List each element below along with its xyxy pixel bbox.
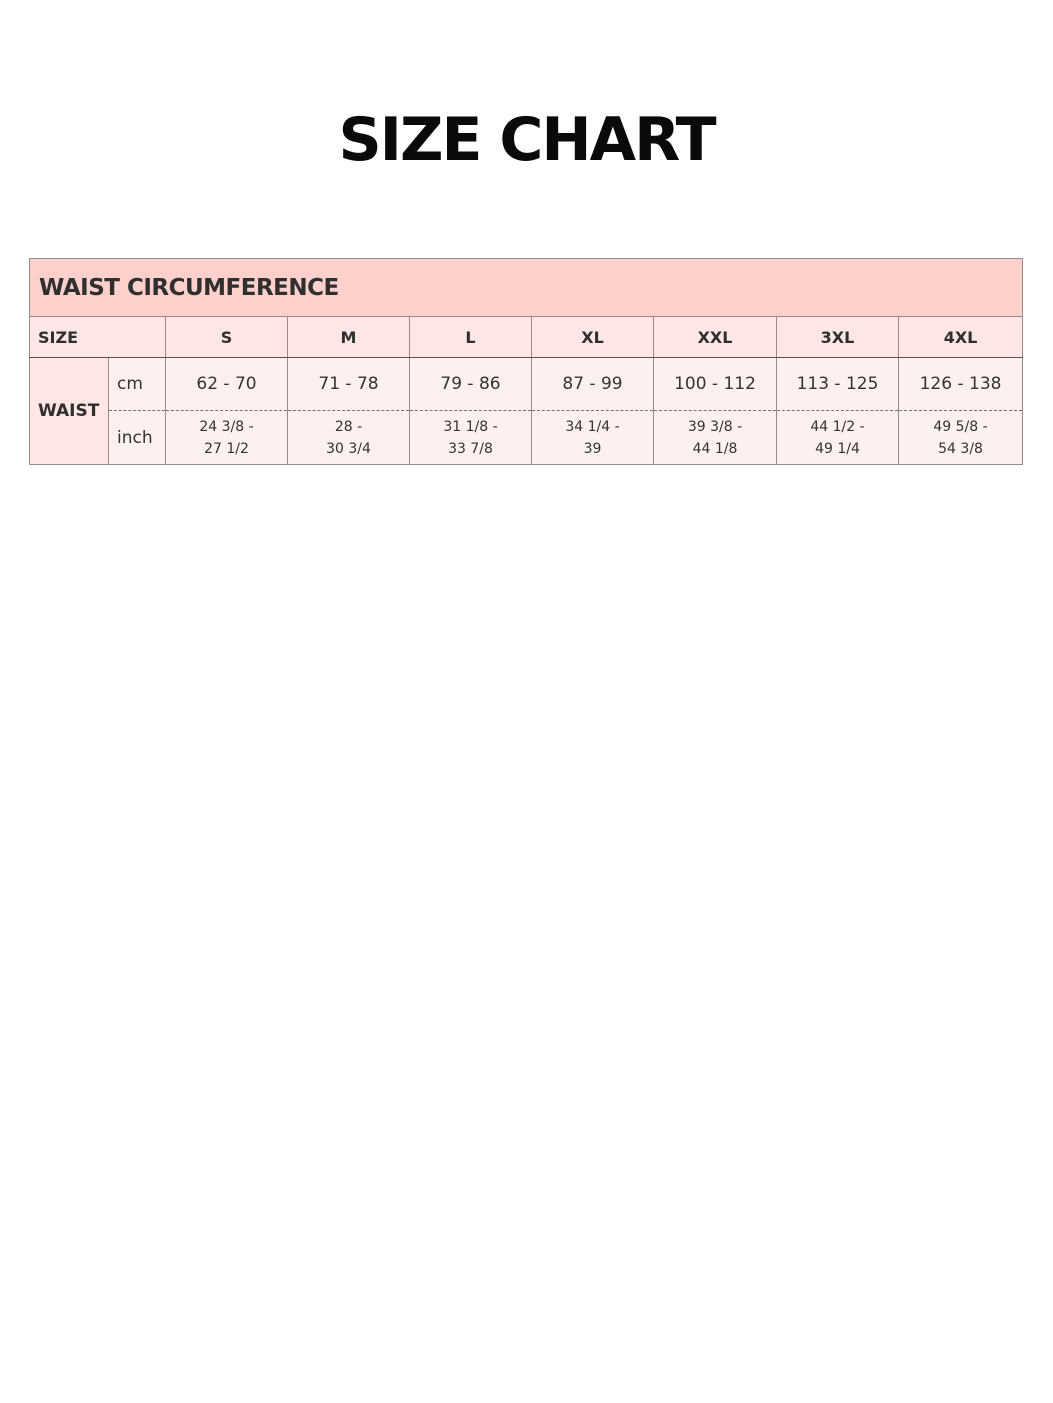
size-chart <box>29 258 1022 465</box>
cm-value: 100 - 112 <box>654 358 777 411</box>
inch-value <box>532 411 654 465</box>
size-header: XL <box>532 317 654 358</box>
size-table <box>29 258 1023 465</box>
unit-cm: cm <box>109 358 166 411</box>
inch-row <box>30 411 1023 465</box>
inch-value-to: 44 1/8 <box>692 440 738 457</box>
cm-value: 62 - 70 <box>166 358 288 411</box>
inch-value-to: 30 3/4 <box>326 440 371 457</box>
size-header: XXL <box>654 317 777 358</box>
inch-value-to: 27 1/2 <box>204 440 249 457</box>
cm-value: 71 - 78 <box>288 358 410 411</box>
inch-value <box>899 411 1023 465</box>
size-header: M <box>288 317 410 358</box>
cm-value: 87 - 99 <box>532 358 654 411</box>
cm-value: 79 - 86 <box>410 358 532 411</box>
inch-value-from: 44 1/2 - <box>810 418 865 435</box>
inch-value <box>410 411 532 465</box>
waist-label: WAIST <box>30 358 109 465</box>
inch-value <box>777 411 899 465</box>
inch-value <box>166 411 288 465</box>
cm-row <box>30 358 1023 411</box>
inch-value-from: 39 3/8 - <box>687 418 743 435</box>
inch-value-from: 34 1/4 - <box>565 418 620 435</box>
unit-inch: inch <box>109 411 166 465</box>
inch-value-to: 39 <box>583 440 602 457</box>
inch-value-from: 31 1/8 - <box>443 418 498 435</box>
cm-value: 113 - 125 <box>777 358 899 411</box>
inch-value-to: 49 1/4 <box>815 440 860 457</box>
cm-value: 126 - 138 <box>899 358 1023 411</box>
size-header-row <box>30 317 1023 358</box>
inch-value-from: 49 5/8 - <box>933 418 988 435</box>
size-header: L <box>410 317 532 358</box>
inch-value-from: 28 - <box>334 418 363 435</box>
inch-value-to: 33 7/8 <box>448 440 493 457</box>
size-label: SIZE <box>30 317 166 358</box>
inch-value-to: 54 3/8 <box>938 440 983 457</box>
size-header: 3XL <box>777 317 899 358</box>
section-title: WAIST CIRCUMFERENCE <box>30 259 1023 317</box>
inch-value <box>288 411 410 465</box>
inch-value-from: 24 3/8 - <box>199 418 254 435</box>
size-header: S <box>166 317 288 358</box>
inch-value <box>654 411 777 465</box>
page-title: SIZE CHART <box>338 105 715 175</box>
size-header: 4XL <box>899 317 1023 358</box>
